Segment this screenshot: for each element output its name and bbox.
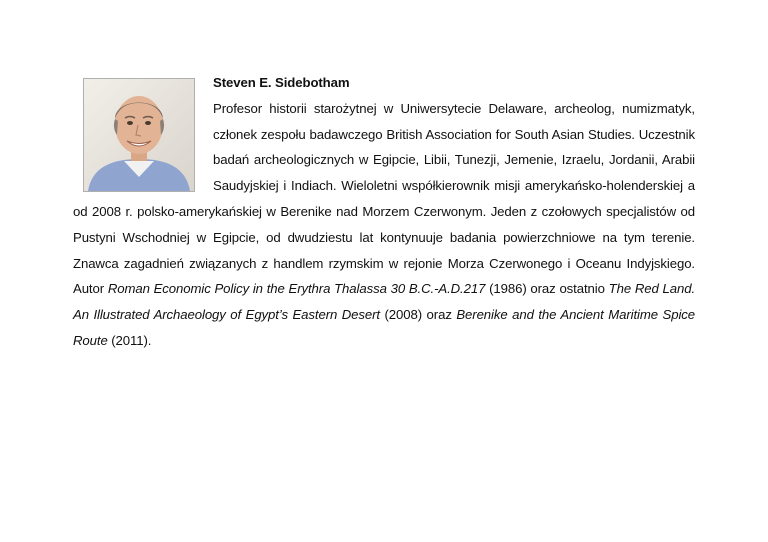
author-portrait xyxy=(83,78,195,192)
bio-text-3: (2008) oraz xyxy=(379,307,457,323)
book-title-1: Roman Economic Policy in the Erythra Thalassa 30 B.C.-A.D.217 xyxy=(107,281,486,297)
bio-text-2: (1986) oraz ostatnio xyxy=(485,281,609,297)
book-title-2: The Red Land. An Illustrated Archaeology of Egypt’s Eastern Desert xyxy=(73,281,696,323)
bio-text-4: (2011). xyxy=(107,332,152,348)
bio-text-1: Profesor historii starożytnej w Uniwersytecie Delaware, archeolog, numizmatyk, członek zespołu badawczego British Association for South Asian Studies. Uczestnik badań archeologicznych w Egipcie, Libii, Tunezji, Jemenie, Izraelu, Jordanii, Arabii Saudyjskiej i Indiach. Wieloletni współkierownik misji amerykańsko-holenderskiej a od 2008 r. polsko-amerykańskiej w Berenike nad Morzem Czerwonym. Jeden z czołowych specjalistów od Pustyni Wschodniej w Egipcie, od dwudziestu lat kontynuuje badania powierzchniowe na tym terenie. Znawca zagadnień związanych z handlem rzymskim w rejonie Morza Czerwonego i Oceanu Indyjskiego. Autor xyxy=(73,100,695,297)
author-name: Steven E. Sidebotham xyxy=(213,75,350,90)
portrait-photo-icon xyxy=(84,79,194,191)
author-bio xyxy=(73,70,695,354)
book-title-3: Berenike and the Ancient Maritime Spice Route xyxy=(73,307,696,348)
